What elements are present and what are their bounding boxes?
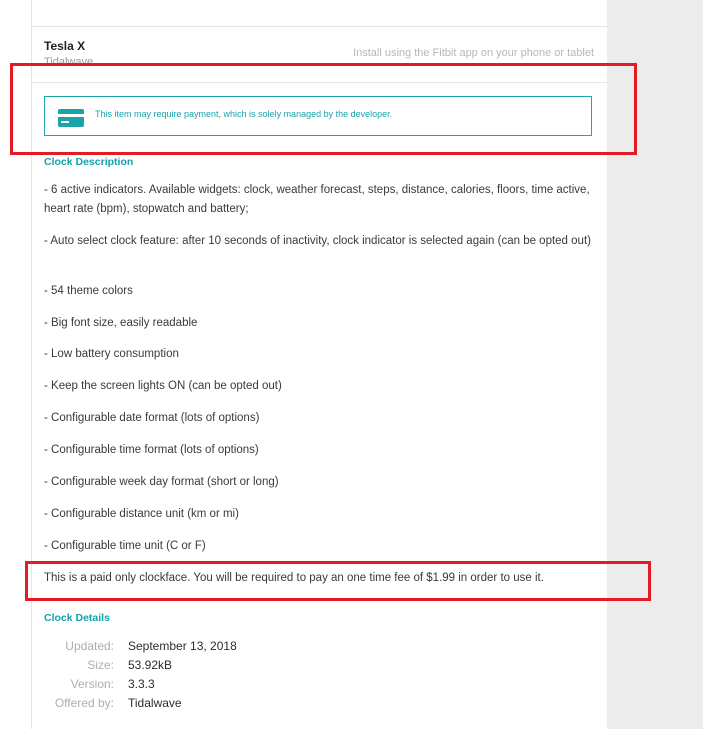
detail-label: Offered by: — [54, 696, 114, 710]
detail-value: Tidalwave — [128, 696, 182, 710]
detail-row-offered-by — [44, 694, 237, 713]
highlight-paid-note-box — [25, 561, 651, 601]
detail-row-version — [44, 675, 237, 694]
app-title: Tesla X — [44, 39, 86, 53]
description-line: - Configurable distance unit (km or mi) — [44, 508, 239, 520]
highlight-payment-box — [10, 63, 637, 155]
top-divider — [32, 26, 607, 27]
paid-clockface-note: This is a paid only clockface. You will be required to pay an one time fee of $1.99 in order to use it. — [44, 572, 544, 584]
detail-value: 53.92kB — [128, 658, 173, 672]
description-line: - Configurable week day format (short or long) — [44, 476, 279, 488]
install-note: Install using the Fitbit app on your phone or tablet — [353, 47, 594, 59]
clock-description-heading: Clock Description — [44, 156, 134, 168]
clock-details-list — [44, 637, 237, 713]
description-line: - Configurable time format (lots of options) — [44, 444, 259, 456]
clock-details-heading: Clock Details — [44, 612, 110, 624]
detail-label: Version: — [70, 677, 114, 691]
payment-notice-text: This item may require payment, which is solely managed by the developer. — [95, 109, 393, 119]
description-line: - Low battery consumption — [44, 348, 179, 360]
detail-row-updated — [44, 637, 237, 656]
description-line: - Keep the screen lights ON (can be opted out) — [44, 380, 282, 392]
description-line: - 6 active indicators. Available widgets: clock, weather forecast, steps, distance, calories, floors, time active, heart rate (bpm), stopwatch and battery; — [44, 184, 590, 215]
description-line: - 54 theme colors — [44, 285, 133, 297]
app-author-link[interactable]: Tidalwave — [44, 57, 94, 65]
detail-label: Size: — [87, 658, 114, 672]
description-line: - Auto select clock feature: after 10 seconds of inactivity, clock indicator is selected again (can be opted out) — [44, 235, 591, 247]
description-line: - Configurable date format (lots of options) — [44, 412, 260, 424]
detail-row-size — [44, 656, 237, 675]
description-line: - Big font size, easily readable — [44, 317, 198, 329]
detail-label: Updated: — [65, 639, 114, 653]
description-line: - Configurable time unit (C or F) — [44, 540, 206, 552]
detail-value: September 13, 2018 — [128, 639, 237, 653]
detail-value: 3.3.3 — [128, 677, 155, 691]
